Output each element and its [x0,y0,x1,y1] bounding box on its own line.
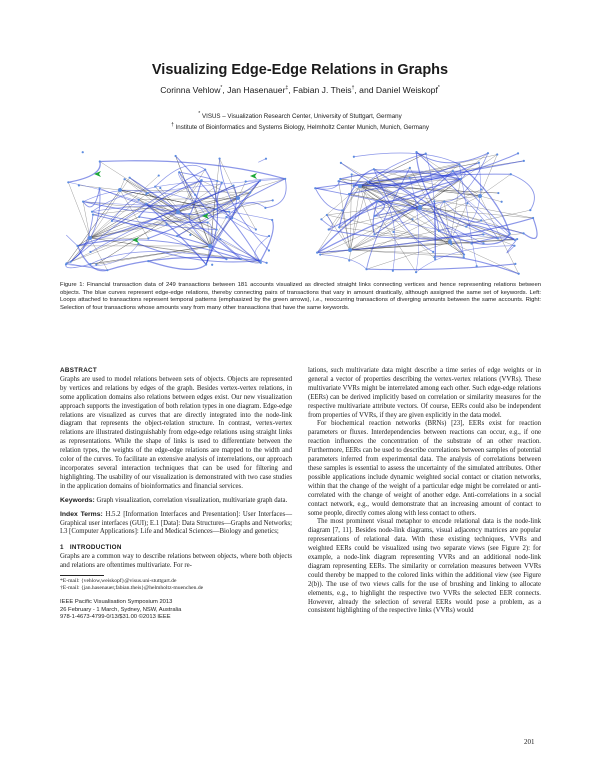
figure-caption: Figure 1: Financial transaction data of 249 transactions between 181 accounts visualized as directed straight links connecting vertices and hence representing relations between objects. The blue curves represent edge-edge relations, thereby connecting pairs of transactions that vary in amount drastically, although assigned the same set of keywords. Left: Loops attached to transactions represent temporal patterns (emphasized by the green arrows), i.e., reoccurring transactions of diverging amounts between the same accounts. Right: Selection of four transactions whose amounts vary from many other transactions that have the same keywords. [60,282,541,311]
vertex-node [509,233,511,235]
vertex-node [188,213,190,215]
vertex-node [373,168,375,170]
vertex-node [367,181,369,183]
vertex-node [478,162,480,164]
intro-heading: 1 INTRODUCTION [60,544,122,552]
vertex-node [443,201,445,203]
eer-curve [258,159,265,162]
author: Daniel Weiskopf* [375,85,440,95]
vertex-node [66,262,68,264]
eer-curve [83,188,99,207]
vertex-node [514,239,516,241]
vertex-node [175,155,177,157]
vertex-node [353,156,355,158]
vertex-node [496,153,498,155]
eer-curve [320,255,366,270]
eer-curve [148,261,206,269]
vertex-node [240,258,242,260]
vertex-node [205,263,207,265]
eer-curve [373,201,377,234]
vertex-node [438,230,440,232]
vertex-node [259,180,261,182]
vertex-node [434,258,436,260]
vertex-node [480,188,482,190]
vertex-node [376,200,378,202]
vertex-node [231,217,233,219]
intro-text: Graphs are a common way to describe relations between objects, where both objects and relations are oftentimes multivariate. For re- [60,553,292,570]
vvr-link [210,159,220,246]
index-terms: Index Terms: H.5.2 [Information Interfaces and Presentation]: User Interfaces—Graphical user interfaces (GUI); E.1 [Data]: Data Structures—Graphs and Networks; I.3 [Computer Applications]: Life and Medical Sciences—Biology and genetics; [60,510,292,536]
vertex-node [138,216,140,218]
eer-curve [321,215,332,227]
hub-vertex [88,236,92,240]
vvr-link [160,188,210,246]
body-paragraph: lations, such multivariate data might describe a time series of edge weights or in general a vector of properties describing the vertex-vertex relations (VVRs). These multivariate VVRs might be interrelated among each other. Such edge-edge relations (EERs) can be derived implicitly based on correlation or similarity measures for the respective multivariate attribute vectors. Of course, EERs could also be independent from properties of VVRs, if they are given explicitly in the data model. [308,367,541,419]
vertex-node [123,178,125,180]
vertex-node [272,199,274,201]
vertex-node [532,217,534,219]
vertex-node [219,238,221,240]
eer-curve [66,235,77,246]
vertex-node [465,226,467,228]
vertex-node [249,191,251,193]
vertex-node [529,209,531,211]
vertex-node [351,173,353,175]
vertex-node [452,170,454,172]
paper-title: Visualizing Edge-Edge Relations in Graphs [151,62,449,78]
vertex-node [409,177,411,179]
eer-curve [68,162,100,183]
vertex-node [92,213,94,215]
vertex-node [228,211,230,213]
vertex-node [284,178,286,180]
vertex-node [268,249,270,251]
vertex-node [353,185,355,187]
vertex-node [260,260,262,262]
teaser-figure [60,146,540,280]
vertex-node [204,168,206,170]
body-paragraph: The most prominent visual metaphor to encode relational data is the node-link diagram [7, 11]. Besides node-link diagrams, visual adjacency matrices are popular representations of relational data. With these existing techniques, VVRs and weighted EERs could be visualized using two separate views (see Figure 2): for example, a node-link diagram representing VVRs and an additional node-link diagram representing EERs. The similarity or correlation measures between VVRs could thereby be mapped to the colored links within the additional view (see Figure 2(b)). The use of two views calls for the use of brushing and linking to allocate elements, e.g., to highlight the respective two VVRs the selected EER connects. However, already the selection of several EERs would pose a problem, as a consistent highlighting of the respective links (VVRs) would [308,518,541,615]
vertex-node [482,242,484,244]
vertex-node [316,252,318,254]
hub-vertex [348,248,352,252]
vvr-link [339,181,350,250]
vertex-node [409,167,411,169]
hub-vertex [236,196,240,200]
vertex-node [433,256,435,258]
vertex-node [513,245,515,247]
hub-vertex [118,188,122,192]
vertex-node [207,221,209,223]
vertex-node [145,193,147,195]
vertex-node [268,235,270,237]
vertex-node [523,160,525,162]
vertex-node [147,260,149,262]
abstract-text: Graphs are used to model relations between sets of objects. Objects are represented by vertices and relations by edges of the graph. Besides vertex-vertex relations, in some application domains also relations between edges exist. Our new visualization approach supports the investigation of both relation types in one diagram. Edge-edge relations are visualized as curves that are directly integrated into the node-link diagram that represents the object-relation structure. In contrast, vertex-vertex relations are illustrated distinguishably from edge-edge relations using straight links as representations. While the shape of links is used to differentiate between the relation types, the weights of the edge-edge relations are mapped to the width and color of the curves. To facilitate an extensive analysis of interrelations, our approach incorporates several interaction techniques that can be used for filtering and highlighting. The usability of our visualization is demonstrated with two case studies in the application domains of bioinformatics and financial services. [60,375,292,490]
eer-curve [67,263,108,270]
vertex-node [98,187,100,189]
vertex-node [522,232,524,234]
vertex-node [245,180,247,182]
page-number: 201 [524,738,535,746]
vertex-node [373,233,375,235]
vertex-node [374,215,376,217]
vertex-node [89,263,91,265]
author: Jan Hasenauer‡, [227,85,293,95]
vertex-node [147,237,149,239]
body-paragraph: For biochemical reaction networks (BRNs) [23], EERs exist for reaction parameters or fluxes. Interdependencies between reactions can occur, e.g., if one reaction influences the concentration of the substrate of an other reaction. Furthermore, EERs can be used to describe correlations between samples of potential parameters inferred from experimental data. The analysis of correlations between these samples is essential to assess the uncertainty of the simulated attributes. Other possible applications include dynamic weighted social contact or citation networks, within that the change of the weight of a particular edge might be correlated or anti-correlated with the change of weight of another edge. Anti-correlations in a social contact network, e.g., would demonstrate that an increasing amount of contact to some people, directly comes along with less contact to others. [308,420,541,517]
temporal-pattern-arrow [94,171,101,177]
vertex-node [165,223,167,225]
vvr-link [393,232,450,242]
vertex-node [392,270,394,272]
vertex-node [111,220,113,222]
vertex-node [264,207,266,209]
vertex-node [91,211,93,213]
vertex-node [194,194,196,196]
vertex-node [218,157,220,159]
vertex-node [82,151,84,153]
vertex-node [138,199,140,201]
vertex-node [482,233,484,235]
vertex-node [339,178,341,180]
vertex-node [95,263,97,265]
vertex-node [326,214,328,216]
vvr-link [68,182,90,238]
hub-vertex [478,194,482,198]
vvr-link [100,162,178,212]
vvr-link [444,202,450,242]
vertex-node [260,262,262,264]
vertex-node [225,216,227,218]
vvr-link [90,178,130,238]
vertex-node [106,269,108,271]
vertex-node [415,271,417,273]
vertex-node [189,234,191,236]
vertex-node [265,158,267,160]
vertex-node [466,202,468,204]
vertex-node [201,179,203,181]
vertex-node [338,226,340,228]
vertex-node [82,201,84,203]
vertex-node [514,263,516,265]
vertex-node [463,254,465,256]
author-list [0,85,600,95]
vertex-node [476,265,478,267]
vertex-node [154,185,156,187]
vertex-node [516,238,518,240]
hub-vertex [176,210,180,214]
eer-curve [261,220,274,261]
vertex-node [415,151,417,153]
footnote-email: †E-mail: {jan.hasenauer,fabian.theis}@helmholtz-muenchen.de [60,585,204,592]
vertex-node [137,243,139,245]
vertex-node [255,228,257,230]
eer-curve [315,188,342,210]
vertex-node [497,192,499,194]
vertex-node [348,259,350,261]
vertex-node [480,219,482,221]
vertex-node [158,174,160,176]
hub-vertex [448,240,452,244]
venue-info: IEEE Pacific Visualisation Symposium 2013 26 February - 1 March, Sydney, NSW, Australia 978-1-4673-4799-0/13/$31.00 ©2013 IEEE [60,599,182,620]
right-column [308,367,541,616]
vertex-node [432,251,434,253]
vertex-node [76,245,78,247]
footnote-email: *E-mail: {vehlow,weiskopf}@visus.uni-stuttgart.de [60,578,177,585]
hub-vertex [358,184,362,188]
vertex-node [211,264,213,266]
keywords: Keywords: Graph visualization, correlation visualization, multivariate graph data. [60,496,288,504]
eer-curve [511,174,535,210]
vertex-node [348,193,350,195]
vertex-node [70,261,72,263]
vertex-node [314,187,316,189]
vertex-node [232,185,234,187]
temporal-pattern-arrow [250,173,257,179]
vertex-node [221,182,223,184]
vertex-node [458,163,460,165]
vertex-node [392,231,394,233]
affiliation: † Institute of Bioinformatics and Systems Biology, Helmholtz Center Munich, Munich, Germany [171,122,429,132]
vertex-node [215,228,217,230]
vertex-node [510,173,512,175]
vertex-node [341,209,343,211]
eer-curve [524,218,537,238]
vertex-node [176,235,178,237]
vertex-node [340,162,342,164]
vertex-node [487,152,489,154]
vertex-node [518,273,520,275]
vvr-link [350,174,352,250]
vertex-node [425,153,427,155]
vertex-node [271,219,273,221]
vertex-node [159,187,161,189]
vertex-node [78,184,80,186]
vertex-node [463,256,465,258]
vertex-node [225,258,227,260]
vertex-node [129,177,131,179]
vvr-link [350,250,464,255]
vertex-node [433,200,435,202]
vertex-node [460,178,462,180]
vertex-node [328,228,330,230]
vertex-node [320,218,322,220]
author: Corinna Vehlow*, [160,85,228,95]
vertex-node [411,218,413,220]
vertex-node [99,160,101,162]
vertex-node [337,180,339,182]
vertex-node [266,262,268,264]
vertex-node [497,237,499,239]
hub-vertex [208,244,212,248]
left-column [60,367,292,621]
vertex-node [470,242,472,244]
vertex-node [517,152,519,154]
abstract-heading: ABSTRACT [60,367,98,374]
hub-vertex [418,206,422,210]
affiliation: * VISUS – Visualization Research Center, University of Stuttgart, Germany [198,111,402,121]
vertex-node [501,201,503,203]
vvr-link [480,196,519,274]
vertex-node [365,268,367,270]
vertex-node [89,251,91,253]
vertex-node [145,203,147,205]
vertex-node [178,171,180,173]
vertex-node [216,180,218,182]
vertex-node [67,181,69,183]
footnote-divider [60,575,104,576]
author: Fabian J. Theis†, and [293,85,376,95]
vertex-node [215,208,217,210]
eer-curve [178,172,205,215]
vertex-node [319,253,321,255]
